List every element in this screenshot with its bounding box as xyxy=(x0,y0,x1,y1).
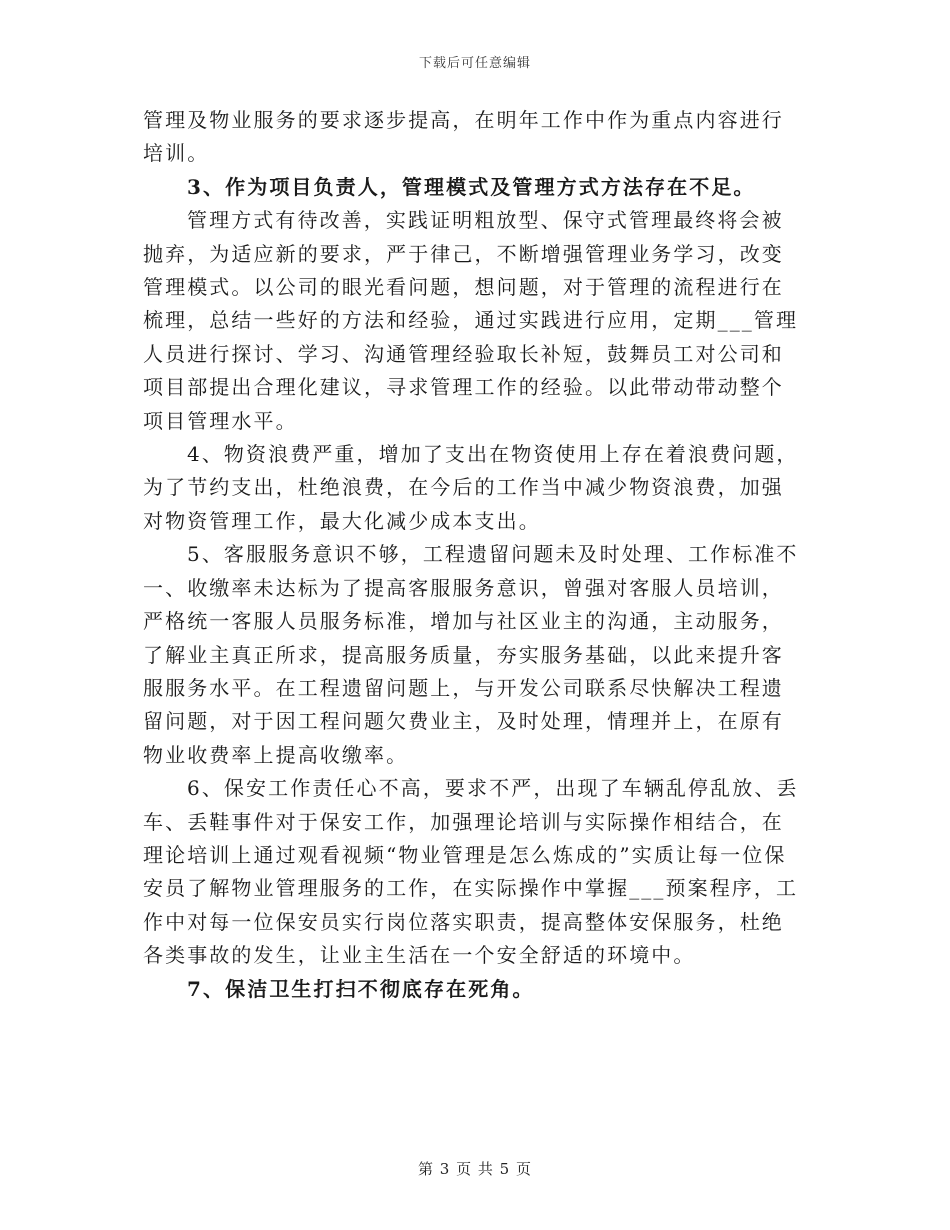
paragraph-management: 管理方式有待改善，实践证明粗放型、保守式管理最终将会被抛弃，为适应新的要求，严于律己，不断增强管理业务学习，改变管理模式。以公司的眼光看问题，想问题，对于管理的流程进行在梳理，总结一些好的方法和经验，通过实践进行应用，定期___管理人员进行探讨、学习、沟通管理经验取长补短，鼓舞员工对公司和项目部提出合理化建议，寻求管理工作的经验。以此带动带动整个项目管理水平。 xyxy=(143,208,799,433)
page-number: 第 3 页 共 5 页 xyxy=(418,1160,532,1178)
document-body xyxy=(143,104,805,1006)
paragraph-continuation: 管理及物业服务的要求逐步提高，在明年工作中作为重点内容进行培训。 xyxy=(143,108,784,166)
section-heading-7: 7、保洁卫生打扫不彻底存在死角。 xyxy=(187,976,535,1001)
paragraph-item-4: 4、物资浪费严重，增加了支出在物资使用上存在着浪费问题，为了节约支出，杜绝浪费，在今后的工作当中减少物资浪费，加强对物资管理工作，最大化减少成本支出。 xyxy=(143,442,799,533)
section-heading-3: 3、作为项目负责人，管理模式及管理方式方法存在不足。 xyxy=(187,174,756,199)
paragraph-item-5: 5、客服服务意识不够，工程遗留问题未及时处理、工作标准不一、收缴率未达标为了提高客服服务意识，曾强对客服人员培训，严格统一客服人员服务标准，增加与社区业主的沟通，主动服务，了解业主真正所求，提高服务质量，夯实服务基础，以此来提升客服服务水平。在工程遗留问题上，与开发公司联系尽快解决工程遗留问题，对于因工程问题欠费业主，及时处理，情理并上，在原有物业收费率上提高收缴率。 xyxy=(143,542,799,767)
header-note: 下载后可任意编辑 xyxy=(418,56,531,71)
paragraph-item-6: 6、保安工作责任心不高，要求不严，出现了车辆乱停乱放、丢车、丢鞋事件对于保安工作，加强理论培训与实际操作相结合，在理论培训上通过观看视频“物业管理是怎么炼成的”实质让每一位保安员了解物业管理服务的工作，在实际操作中掌握___预案程序，工作中对每一位保安员实行岗位落实职责，提高整体安保服务，杜绝各类事故的发生，让业主生活在一个安全舒适的环境中。 xyxy=(143,776,799,968)
